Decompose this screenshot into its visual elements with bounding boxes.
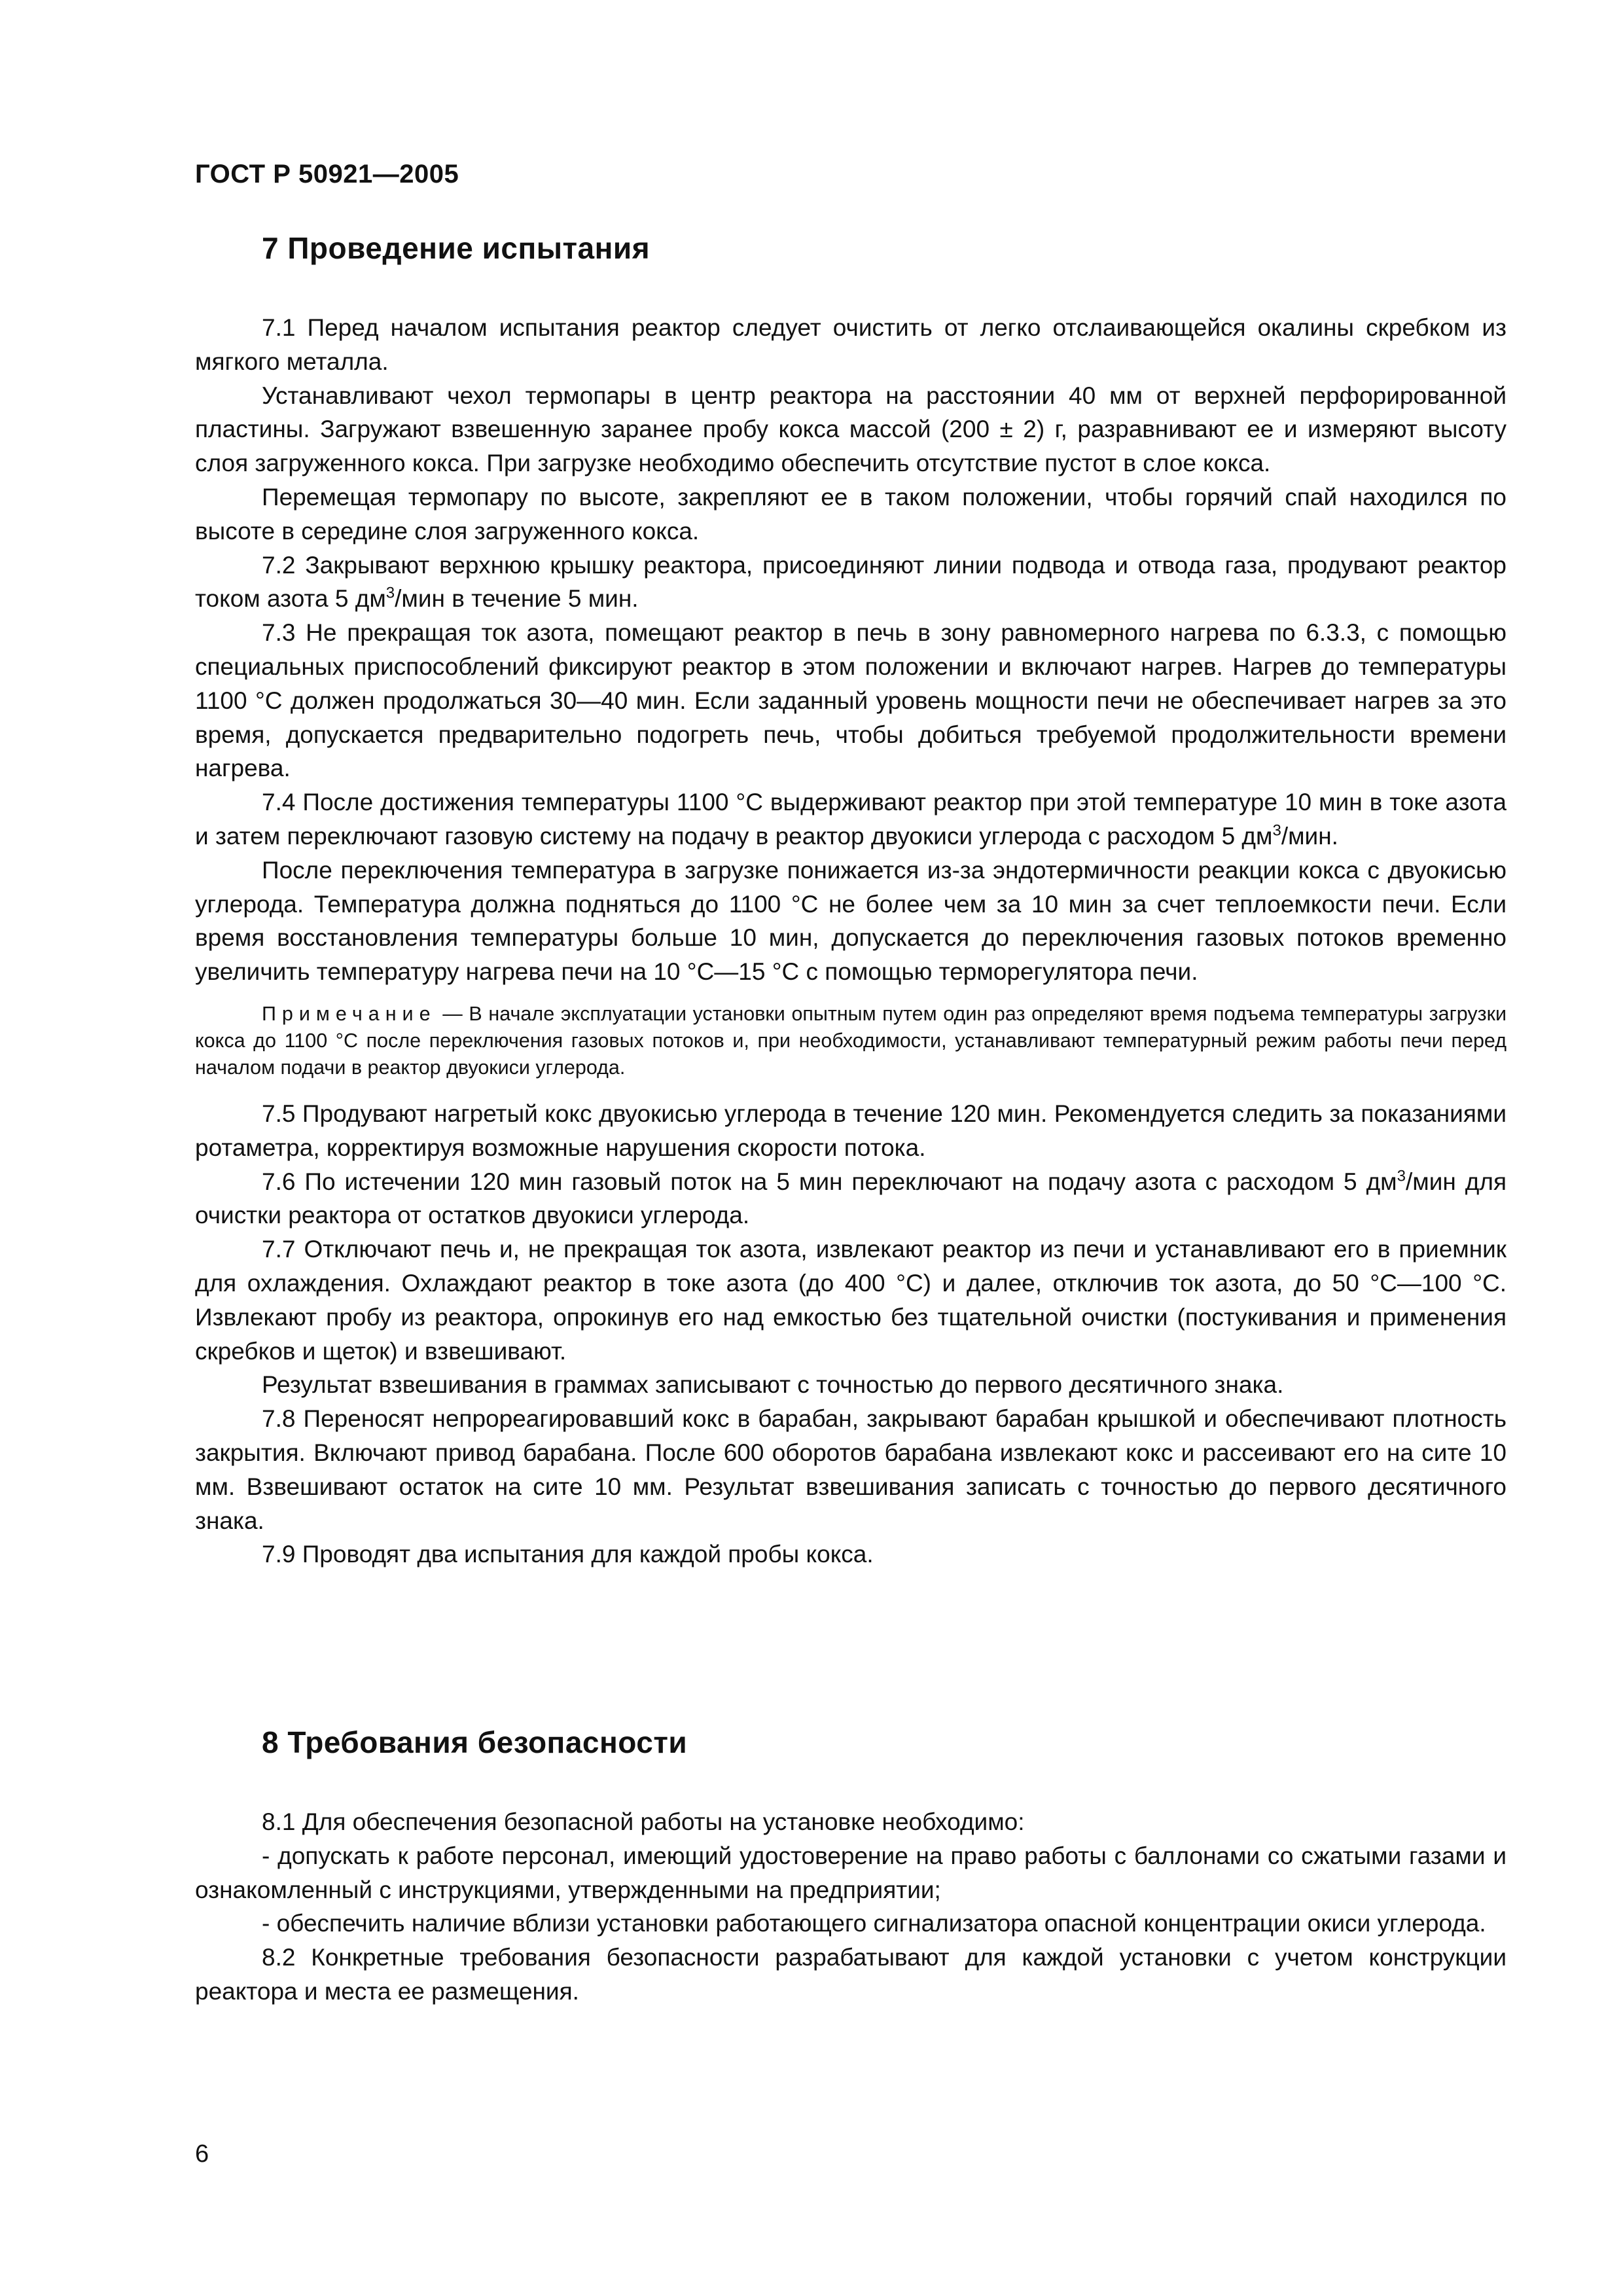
section-8-heading: 8 Требования безопасности: [262, 1725, 688, 1759]
paragraph-7-7: 7.7 Отключают печь и, не прекращая ток азота, извлекают реактор из печи и устанавливают его в приемник для охлаждения. Охлаждают реактор в токе азота (до 400 °С) и далее, отключив ток азота, до 50 °С—100 °С. Извлекают пробу из реактора, опрокинув его над емкостью без тщательной очистки (постукивания и применения скребков и щеток) и взвешивают.: [195, 1236, 1507, 1365]
note: [195, 1001, 1507, 1081]
paragraph-8-1: 8.1 Для обеспечения безопасной работы на установке необходимо:: [262, 1808, 1025, 1835]
section-7-heading: 7 Проведение испытания: [262, 231, 651, 265]
paragraph-8-1-item-2: - обеспечить наличие вблизи установки работающего сигнализатора опасной концентрации окиси углерода.: [262, 1910, 1486, 1937]
section-7-body: [195, 311, 1507, 1571]
paragraph-7-6-text: 7.6 По истечении 120 мин газовый поток на 5 мин переключают на подачу азота с расходом 5 дм: [262, 1168, 1397, 1195]
paragraph-7-9: 7.9 Проводят два испытания для каждой пробы кокса.: [262, 1541, 874, 1568]
superscript-3: 3: [1397, 1167, 1406, 1185]
paragraph-7-4-tail: /мин.: [1281, 822, 1338, 850]
document-page: [195, 0, 1507, 2296]
paragraph-7-1-thermocouple: Устанавливают чехол термопары в центр реактора на расстоянии 40 мм от верхней перфорированной пластины. Загружают взвешенную заранее пробу кокса массой (200 ± 2) г, разравнивают ее и измеряют высоту слоя загруженного кокса. При загрузке необходимо обеспечить отсутствие пустот в слое кокса.: [195, 382, 1507, 477]
document-code-header: ГОСТ Р 50921—2005: [195, 160, 459, 188]
note-label: Примечание: [262, 1002, 437, 1025]
paragraph-7-1: 7.1 Перед началом испытания реактор следует очистить от легко отслаивающейся окалины скребком из мягкого металла.: [195, 314, 1507, 375]
paragraph-7-3: 7.3 Не прекращая ток азота, помещают реактор в печь в зону равномерного нагрева по 6.3.3, с помощью специальных приспособлений фиксируют реактор в этом положении и включают нагрев. Нагрев до температуры 1100 °С должен продолжаться 30—40 мин. Если заданный уровень мощности печи не обеспечивает нагрев за это время, допускается предварительно подогреть печь, чтобы добиться требуемой продолжительности времени нагрева.: [195, 619, 1507, 782]
paragraph-7-2-tail: /мин в течение 5 мин.: [395, 585, 639, 613]
paragraph-8-1-item-1: - допускать к работе персонал, имеющий удостоверение на право работы с баллонами со сжатыми газами и ознакомленный с инструкциями, утвержденными на предприятии;: [195, 1842, 1507, 1903]
paragraph-7-5: 7.5 Продувают нагретый кокс двуокисью углерода в течение 120 мин. Рекомендуется следить за показаниями ротаметра, корректируя возможные нарушения скорости потока.: [195, 1100, 1507, 1161]
paragraph-7-8: 7.8 Переносят непрореагировавший кокс в барабан, закрывают барабан крышкой и обеспечивают плотность закрытия. Включают привод барабана. После 600 оборотов барабана извлекают кокс и рассеивают его на сите 10 мм. Взвешивают остаток на сите 10 мм. Результат взвешивания записать с точностью до первого десятичного знака.: [195, 1405, 1507, 1534]
section-8-body: [195, 1805, 1507, 2009]
paragraph-8-2: 8.2 Конкретные требования безопасности разрабатывают для каждой установки с учетом конструкции реактора и места ее размещения.: [195, 1944, 1507, 2005]
paragraph-7-4-switching: После переключения температура в загрузке понижается из-за эндотермичности реакции кокса с двуокисью углерода. Температура должна подняться до 1100 °С не более чем за 10 мин за счет теплоемкости печи. Если время восстановления температуры больше 10 мин, допускается до переключения газовых потоков временно увеличить температуру нагрева печи на 10 °С—15 °С с помощью терморегулятора печи.: [195, 856, 1507, 986]
paragraph-7-2: [195, 548, 1507, 617]
page-number: 6: [195, 2140, 209, 2168]
paragraph-7-6-tail: /мин для очистки реактора от остатков двуокиси углерода.: [195, 1168, 1507, 1229]
paragraph-7-1-position: Перемещая термопару по высоте, закрепляют ее в таком положении, чтобы горячий спай находился по высоте в середине слоя загруженного кокса.: [195, 483, 1507, 545]
note-text: — В начале эксплуатации установки опытным путем один раз определяют время подъема температуры загрузки кокса до 1100 °С после переключения газовых потоков и, при необходимости, устанавливают температурный режим работы печи перед началом подачи в реактор двуокиси углерода.: [195, 1002, 1507, 1079]
superscript-3: 3: [385, 584, 395, 603]
paragraph-7-4: [195, 785, 1507, 853]
superscript-3: 3: [1272, 821, 1281, 840]
paragraph-7-6: [195, 1165, 1507, 1233]
paragraph-7-2-text: 7.2 Закрывают верхнюю крышку реактора, присоединяют линии подвода и отвода газа, продувают реактор током азота 5 дм: [195, 551, 1507, 613]
paragraph-7-4-text: 7.4 После достижения температуры 1100 °С выдерживают реактор при этой температуре 10 мин в токе азота и затем переключают газовую систему на подачу в реактор двуокиси углерода с расходом 5 дм: [195, 789, 1507, 850]
paragraph-7-7-result: Результат взвешивания в граммах записывают с точностью до первого десятичного знака.: [262, 1371, 1284, 1399]
